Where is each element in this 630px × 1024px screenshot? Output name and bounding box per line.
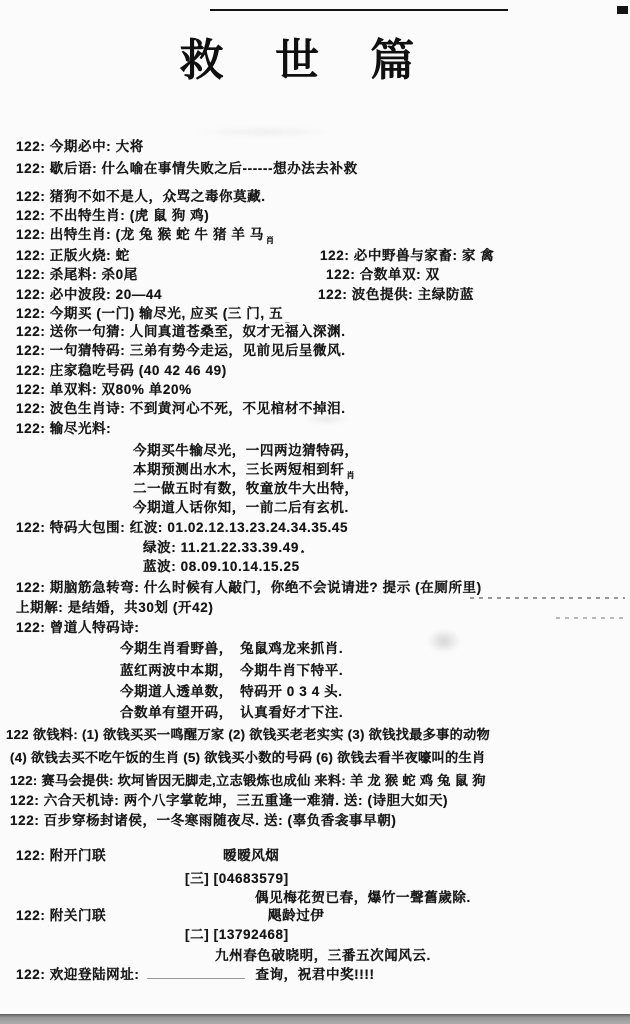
row-website [16,967,375,983]
zengdaoren-poem-4: 合数单有望开码， 认真看好才下注. [120,705,344,720]
row-wave-zodiac-poem: 122: 波色生肖诗: 不到黄河心不死，不见棺材不掉泪. [16,401,346,416]
website-blank-line [147,967,245,979]
row-zengdaoren-label: 122: 曾道人特码诗: [16,620,140,635]
row-bracket-numbers-2: [二] [13792468] [185,927,289,942]
row-yuqian-1: 122 欲钱料: (1) 欲钱买买一鸣醒万家 (2) 欲钱买老老实实 (3) 欲钱找最多事的动物 [6,727,491,742]
poem-line-2 [133,462,355,478]
zengdaoren-poem-1: 今期生肖看野兽， 兔鼠鸡龙来抓肖. [120,641,344,656]
tiny-zodiac-mark: 肖 [265,236,274,245]
row-buy-doors [16,306,290,322]
row-out-zodiac-text: 122: 出特生肖: (龙 兔 猴 蛇 牛 猪 羊 马 [16,227,264,242]
row-website-tail: 查询，祝君中奖!!!! [255,967,375,982]
row-green-wave [143,540,304,556]
scan-smudge-1 [420,624,468,658]
row-sentence-gift: 122: 送你一句猜: 人间真道苍桑至，奴才无福入深渊. [16,324,346,339]
scan-smudge-3 [160,126,370,138]
row-jockey-club: 122: 赛马会提供: 坎坷皆因无脚走,立志锻炼也成仙 来料: 羊 龙 猴 蛇 鸡 兔 鼠 狗 [10,773,486,788]
top-rule [210,9,508,11]
row-kill-tail: 122: 杀尾料: 杀0尾 [16,267,138,282]
top-right-mark [617,6,628,14]
row-oddeven-ratio: 122: 单双料: 双80% 单20% [16,382,192,397]
row-closing-couplet-phrase: 飓龄过伊 [268,908,325,923]
scan-dotted-artifact-1 [470,597,625,599]
row-baibu-poem: 122: 百步穿杨封诸侯，一冬寒雨随夜尽. 送: (辜负香衾事早朝) [10,813,397,828]
row-brain-teaser: 122: 期脑筋急转弯: 什么时候有人敲门，你绝不会说请进? 提示 (在厕所里) [16,580,482,595]
row-bracket-numbers-1: [三] [04683579] [185,871,289,886]
row-must-hit: 122: 今期必中: 大将 [16,139,144,154]
row-out-zodiac [16,227,274,243]
row-last-issue-answer: 上期解: 是结婚，共30划 (开42) [16,600,214,615]
poem-line-1: 今期买牛输尽光，一四两边猜特码， [133,443,359,458]
page-title: 救 世 篇 [179,35,433,86]
row-opening-couplet-phrase: 暧暧风烟 [223,848,280,863]
row-yuqian-2: (4) 欲钱去买不吃午饭的生肖 (5) 欲钱买小数的号码 (6) 欲钱去看半夜嚎叫的生肖 [10,750,486,765]
row-sum-oddeven: 122: 合数单双: 双 [326,267,440,282]
tiny-zodiac-mark-2: 肖 [346,471,355,480]
tiny-star-mark: * [300,549,305,558]
row-red-wave: 122: 特码大包围: 红波: 01.02.12.13.23.24.34.35.45 [16,520,349,535]
row-opening-couplet-label: 122: 附开门联 [16,848,107,863]
poem-line-3: 二一做五时有数，牧童放牛大出特， [133,481,359,496]
row-blue-wave: 蓝波: 08.09.10.14.15.25 [143,559,300,574]
scan-bottom-bar [0,1014,630,1024]
row-website-label: 122: 欢迎登陆网址: [16,967,140,982]
row-wave-range: 122: 必中波段: 20—44 [16,287,163,302]
row-shujinguang-label: 122: 输尽光料: [16,421,112,436]
tiny-dash-mark: _ [285,315,290,324]
row-wave-color: 122: 波色提供: 主绿防蓝 [318,287,475,302]
row-couplet-verse-1: 偶见梅花贺已春，爆竹一聲舊歲除. [255,890,471,905]
zengdaoren-poem-3: 今期道人透单数， 特码开 0 3 4 头. [120,684,343,699]
row-buy-doors-text: 122: 今期买 (一门) 输尽光, 应买 (三 门, 五 [16,306,284,321]
zengdaoren-poem-2: 蓝红两波中本期， 今期牛肖下特平. [120,663,344,678]
row-banker-numbers: 122: 庄家稳吃号码 (40 42 46 49) [16,363,227,378]
row-green-wave-text: 绿波: 11.21.22.33.39.49 [143,540,299,555]
row-sentence-special: 122: 一句猜特码: 三弟有势今走运，见前见后呈微风. [16,343,346,358]
row-tianji-poem: 122: 六合天机诗: 两个八字掌乾坤，三五重逢一难猜. 送: (诗胆大如天) [10,793,449,808]
row-beast-domestic: 122: 必中野兽与家畜: 家 禽 [320,248,495,263]
row-excluded-zodiac: 122: 不出特生肖: (虎 鼠 狗 鸡) [16,208,210,223]
row-closing-couplet-label: 122: 附关门联 [16,908,107,923]
scan-dotted-artifact-2 [556,617,628,619]
poem-line-2-text: 本期预测出水木，三长两短相到轩 [133,462,345,477]
row-proverb: 122: 猪狗不如不是人，众骂之毒你莫藏. [16,189,266,204]
row-couplet-verse-2: 九州春色破晓明，三番五次闻风云. [215,948,431,963]
poem-line-4: 今期道人话你知，一前二后有玄机. [133,500,349,515]
row-xiehouyu: 122: 歇后语: 什么喻在事情失败之后------想办法去补救 [16,161,358,176]
row-fire-burn: 122: 正版火烧: 蛇 [16,248,130,263]
